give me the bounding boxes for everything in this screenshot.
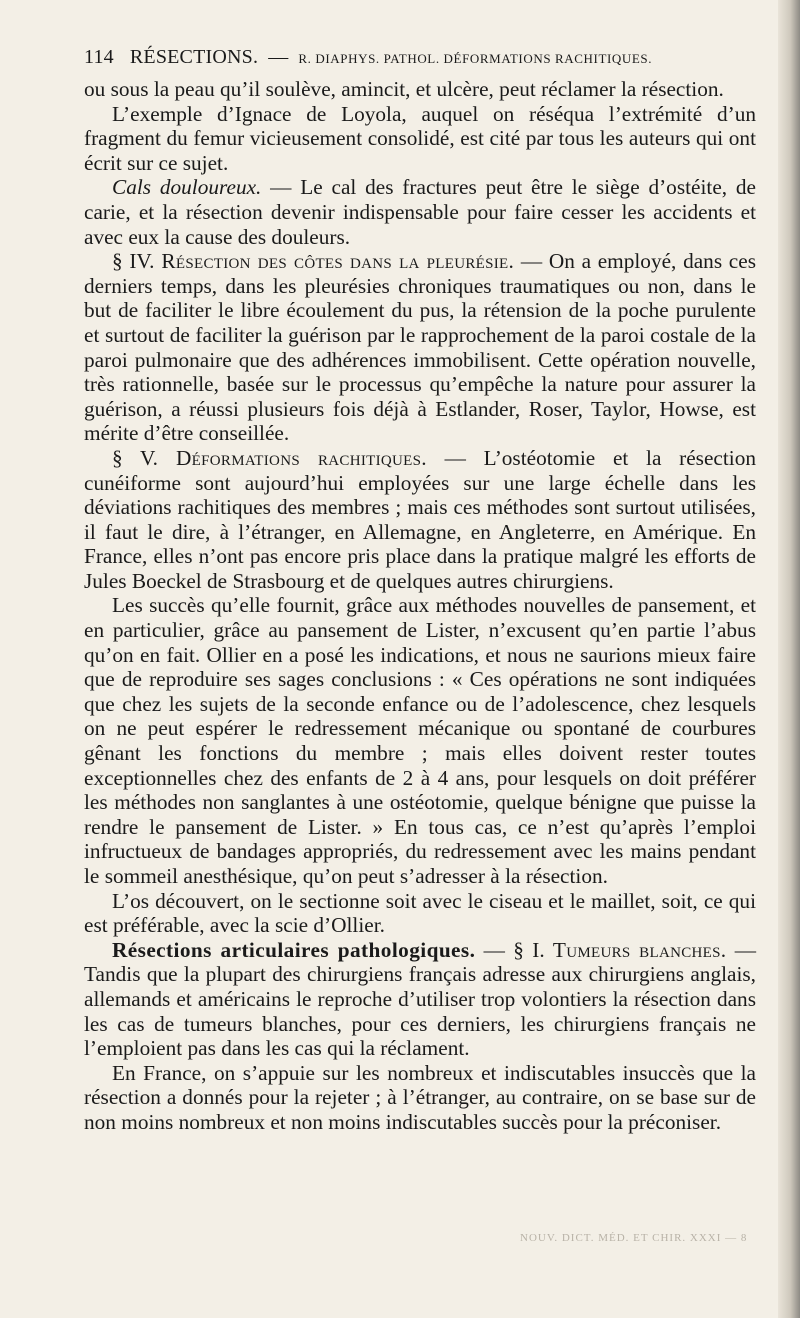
bleed-through-text: NOUV. DICT. MÉD. ET CHIR. XXXI — 8 bbox=[520, 1232, 748, 1244]
paragraph bbox=[84, 446, 756, 594]
paragraph-text: — Le cal des fractures peut être le siège d’ostéite, de carie, et la résection devenir indispensable pour faire cesser les accidents et avec eux la cause des douleurs. bbox=[84, 175, 756, 249]
running-title: RÉSECTIONS. bbox=[129, 46, 259, 68]
running-header bbox=[84, 46, 756, 69]
section-number: § IV. bbox=[112, 249, 155, 274]
paragraph-text: — On a employé, dans ces derniers temps, dans les pleurésies chroniques traumatiques ou non, dans le but de faciliter le libre écoulement du pus, la rétension de la poche purulente et surtout de faciliter la guérison par le rapprochement de la paroi costale de la paroi pulmonaire que des adhérences immobilisent. Cette opération nouvelle, très rationnelle, basée sur le processus qu’empêche la nature pour assurer la guérison, a réussi plusieurs fois déjà à Estlander, Roser, Taylor, Howse, est mérite d’être conseillée. bbox=[84, 249, 756, 446]
paragraph: L’exemple d’Ignace de Loyola, auquel on réséqua l’extrémité d’un fragment du femur vicieusement consolidé, est cité par tous les auteurs qui ont écrit sur ce sujet. bbox=[84, 101, 756, 175]
book-page bbox=[84, 46, 756, 1135]
section-heading: Déformations rachitiques. bbox=[157, 445, 427, 470]
page-body bbox=[84, 77, 756, 1135]
page-edge-shadow bbox=[778, 0, 800, 1318]
paragraph: L’os découvert, on le sectionne soit avec le ciseau et le maillet, soit, ce qui est préférable, avec la scie d’Ollier. bbox=[84, 888, 756, 938]
section-number: § I. bbox=[513, 937, 545, 962]
paragraph: En France, on s’appuie sur les nombreux et indiscutables insuccès que la résection a donnés pour la rejeter ; à l’étranger, au contraire, on se base sur de non moins nombreux et non moins indiscutables succès pour la préconiser. bbox=[84, 1060, 756, 1134]
running-subtitle: R. DIAPHYS. PATHOL. DÉFORMATIONS RACHITIQUES. bbox=[298, 51, 653, 66]
section-heading: Tumeurs blanches. bbox=[544, 937, 727, 962]
paragraph: Les succès qu’elle fournit, grâce aux méthodes nouvelles de pansement, et en particulier, grâce au pansement de Lister, n’excusent qu’en partie l’abus qu’on en fait. Ollier en a posé les indications, et nous ne saurions mieux faire que de reproduire ses sages conclusions : « Ces opérations ne sont indiquées que chez les sujets de la seconde enfance ou de l’adolescence, chez lesquels on ne peut espérer le redressement mécanique ou spontané de courbures gênant les fonctions du membre ; mais elles doivent rester toutes exceptionnelles chez des enfants de 2 à 4 ans, pour lesquels on doit préférer les méthodes non sanglantes à une ostéotomie, quelque bénigne que puisse la rendre le pansement de Lister. » En tous cas, ce n’est qu’après l’emploi infructueux de bandages appropriés, du redressement avec les mains pendant le sommeil anesthésique, qu’on peut s’adresser à la résection. bbox=[84, 593, 756, 888]
section-number: § V. bbox=[112, 445, 158, 470]
paragraph bbox=[84, 938, 756, 1061]
heading-dash: — bbox=[475, 937, 514, 962]
header-dash: — bbox=[268, 46, 289, 68]
paragraph-text: — Tandis que la plupart des chirurgiens français adresse aux chirurgiens anglais, allemands et américains le reproche d’utiliser trop volontiers la résection dans les cas de tumeurs blanches, pour ces derniers, les chirurgiens français ne l’emploient pas dans les cas qui la réclament. bbox=[84, 937, 757, 1061]
page-number: 114 bbox=[84, 46, 114, 68]
section-heading: Résection des côtes dans la pleurésie. bbox=[154, 249, 515, 274]
paragraph bbox=[84, 249, 756, 446]
paragraph: ou sous la peau qu’il soulève, amincit, et ulcère, peut réclamer la résection. bbox=[84, 77, 724, 101]
paragraph bbox=[84, 175, 756, 249]
major-heading: Résections articulaires pathologiques. bbox=[112, 937, 476, 962]
paragraph-heading: Cals douloureux. bbox=[112, 175, 262, 200]
paragraph-text: — L’ostéotomie et la résection cunéiforme sont aujourd’hui employées sur une large échelle dans les déviations rachitiques des membres ; mais ces méthodes sont surtout utilisées, il faut le dire, à l’étranger, en Allemagne, en Angleterre, en Amérique. En France, elles n’ont pas encore pris place dans la pratique malgré les efforts de Jules Boeckel de Strasbourg et de quelques autres chirurgiens. bbox=[84, 445, 756, 593]
